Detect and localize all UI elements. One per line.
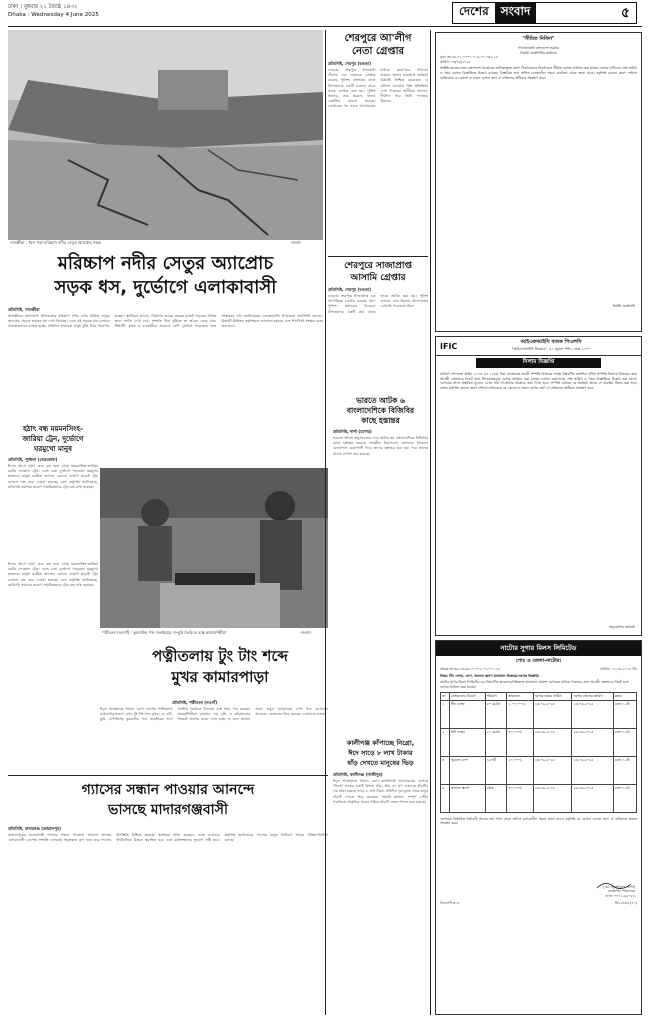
tender-signature: নির্বাহী প্রকৌশলী: [612, 304, 635, 309]
table-cell: পুরাতন লেপ: [449, 756, 485, 784]
signature-mark: [442, 875, 635, 885]
table-cell: ২৩-০৬-২০২৫: [572, 784, 613, 812]
tender-line-4: তারিখ: ০৩/০৬/২০২৫: [440, 59, 471, 64]
ific-body: অর্থঋণ আদালত আইন ২০০৩ এর ১২(৩) ধারা মোতাবেক বন্ধকী সম্পত্তি বিক্রয়ের লক্ষ্যে নিম্নবর্ণিত তফসিল বর্ণিত সম্পত্তি নিলামে বিক্রয়ের জন্য আগ্রহী ক্রেতাদের নিকট হতে সিলমোহরকৃত দরপত্র আহ্বান করা যাচ্ছে। দরপত্র জমাদানের শেষ তারিখ ও সময় বিজ্ঞপ্তিতে উল্লেখ করা হলো। দরপত্রের সাথে প্রস্তাবিত মূল্যের ২৫% অর্থ পে-অর্ডার আকারে জমা দিতে হবে। সম্পত্তি যেখানে যে অবস্থায় আছে সে অবস্থায় বিক্রয় করা হবে। ব্যাংক কর্তৃপক্ষ কোনো কারণ দর্শানো ব্যতিরেকে যে কোনো বা সকল দরপত্র গ্রহণ বা বাতিলের অধিকার সংরক্ষণ করে।: [440, 372, 637, 390]
table-cell: বেলা ১২টা: [613, 728, 636, 756]
kaliganj-headline-line2: ঈদে সাড়ে ৮ লাখ টাকার: [348, 749, 413, 757]
table-cell: বেলা ১২টা: [613, 700, 636, 728]
smith-photo-caption: পত্নীতলা (নওগাঁ) : কুরবানির পশু জবাইয়ের দা-ছুরি তৈরিতে ব্যস্ত কামারশিল্পীরা: [102, 630, 227, 635]
kaliganj-body: ঈদুল আজহাকে সামনে রেখে কালীগঞ্জে আলোচনায় এসেছে 'নিগ্রো' নামের একটি বিশাল ষাঁড়। প্রায় ৩০ মণ ওজনের ষাঁড়টির দাম হাঁকা হয়েছে সাড়ে ৮ লাখ টাকা। প্রতিদিন দূর-দূরান্ত থেকে মানুষ ষাঁড়টি দেখতে ভিড় করছেন। খামারি জানান, সম্পূর্ণ দেশীয় পদ্ধতিতে প্রাকৃতিক খাবার খাইয়ে ষাঁড়টি লালন-পালন করা হয়েছে।: [333, 779, 428, 804]
sugar-th-0: ক্র.: [441, 693, 450, 700]
table-cell: ৪: [441, 784, 450, 812]
sugar-footer: দরপত্রের বিস্তারিত শর্তাবলী মিলের ক্রয় শাখা থেকে অফিস চলাকালীন সময়ে জানা যাবে। কর্তৃপক্ষ যে কোনো দরপত্র গ্রহণ বা বাতিলের ক্ষমতা সংরক্ষণ করে।: [440, 816, 637, 826]
tender-line-3: সূত্র: নং-৪৬.০২.০০০০.০১৪.০৭.০৩২.২৫: [440, 55, 498, 60]
convict-headline-line1: শেরপুরে সাজাপ্রাপ্ত: [344, 261, 412, 271]
section-title-right: সংবাদ: [495, 3, 537, 23]
table-cell: ৫০,০০০/-: [507, 784, 534, 812]
table-cell: অন্যান্য স্ক্র্যাপ: [449, 784, 485, 812]
table-cell: বেলা ১২টা: [613, 756, 636, 784]
league-body: বগুড়ার শেরপুরে আওয়ামী লীগের এক নেতাকে গ্রেপ্তার করেছে পুলিশ। মঙ্গলবার রাতে উপজেলার একটি এলাকা থেকে তাকে গ্রেপ্তার করা হয়। পুলিশ জানায়, তার বিরুদ্ধে থানায় একাধিক মামলা রয়েছে। গ্রেপ্তারের পর তাকে আদালতের মাধ্যমে কারাগারে পাঠানো হয়েছে। থানার ভারপ্রাপ্ত কর্মকর্তা বিষয়টি নিশ্চিত করেছেন। এ ঘটনায় এলাকায় মিশ্র প্রতিক্রিয়া দেখা দিয়েছে। স্থানীয়রা জানান, দীর্ঘদিন ধরে তিনি পলাতক ছিলেন।: [328, 68, 428, 109]
train-headline-line3: ঘরমুখো মানুষ: [34, 445, 72, 453]
table-cell: ২৩-০৬-২০২৫: [533, 784, 572, 812]
sugar-th-6: মন্তব্য: [613, 693, 636, 700]
bridge-photo-image: [8, 30, 323, 240]
bridge-headline-line2: সড়ক ধস, দুর্ভোগে এলাকাবাসী: [54, 277, 277, 298]
bgb-body: ভারতে অবৈধ অনুপ্রবেশের দায়ে আটক ছয় বাংলাদেশিকে বিজিবির কাছে হস্তান্তর করেছে ভারতীয় বিএসএফ। মঙ্গলবার বিকেলে বেনাপোল চেকপোস্ট দিয়ে তাদের হস্তান্তর করা হয়। পরে তাদের থানায় সোপর্দ করা হয়েছে।: [333, 436, 428, 456]
smith-photo-credit: -সংবাদ: [300, 630, 312, 635]
bgb-headline-line2: বাংলাদেশিকে বিজিবির: [346, 406, 415, 415]
section-banner: [452, 2, 637, 24]
bridge-headline: [8, 252, 323, 300]
bridge-headline-line1: মরিচ্চাপ নদীর সেতুর অ্যাপ্রোচ: [57, 253, 274, 274]
sugar-ref: স্মারক নং-৩৬.০৩.৬৯০০.০০২.০৭.০০১.২৫: [440, 667, 501, 671]
table-cell: ২৩-০৬-২০২৫: [533, 728, 572, 756]
table-row: [441, 756, 637, 784]
sugar-table-header: [441, 693, 637, 700]
tender-line-1: গণপ্রজাতন্ত্রী বাংলাদেশ সরকার: [517, 46, 560, 50]
table-cell: ৫০,০০০/-: [507, 728, 534, 756]
col-divider-1: [325, 30, 326, 1015]
sugar-th-5: দরপত্র খোলার তারিখ: [572, 693, 613, 700]
sugar-th-1: মালামালের বিবরণ: [449, 693, 485, 700]
bgb-headline-line3: কাছে হস্তান্তর: [361, 416, 400, 425]
ific-header: [436, 337, 641, 356]
gas-byline: প্রতিনিধি, মাদারগঞ্জ (জামালপুর): [8, 826, 61, 831]
sugar-table-wrap: [436, 690, 641, 814]
date-english: Dhaka : Wednesday 4 June 2025: [8, 12, 99, 18]
sugar-location: পোঃ ও জেলা-নাটোর।: [515, 658, 562, 664]
table-cell: সিট লোহা: [449, 728, 485, 756]
table-cell: টিন লোহা: [449, 700, 485, 728]
sugar-table: [440, 692, 637, 812]
league-headline: [328, 32, 428, 58]
bridge-body: সাতক্ষীরার আশাশুনি উপজেলার মরিচ্চাপ নদীর ওপর নির্মিত সেতুর অ্যাপ্রোচ সড়কে ভয়াবহ ধস দেখা দিয়েছে। এতে ওই সড়কে যান চলাচল মারাত্মকভাবে ব্যাহত হচ্ছে। প্রতিদিন হাজারো মানুষ ঝুঁকি নিয়ে পারাপার হচ্ছেন। স্থানীয়রা জানান, নির্মাণের কয়েক বছরের মধ্যেই সড়কের বিভিন্ন স্থানে ফাটল দেখা দেয়। সম্প্রতি টানা বৃষ্টিতে তা আরও বেড়ে যায়। শিক্ষার্থী, কৃষক ও ব্যবসায়ীরা সবচেয়ে বেশি দুর্ভোগে পড়েছেন। দ্রুত সংস্কারের দাবি জানিয়েছেন এলাকাবাসী। উপজেলা প্রকৌশলী জানান, বিষয়টি ঊর্ধ্বতন কর্তৃপক্ষকে জানানো হয়েছে এবং শিগগিরই সংস্কার কাজ শুরু হবে।: [8, 314, 323, 329]
league-byline: প্রতিনিধি, শেরপুর (বগুড়া): [328, 61, 371, 66]
train-headline-line2: জারিয়া ট্রেন, দুর্ভোগে: [22, 435, 84, 443]
sugar-th-3: জামানত: [507, 693, 534, 700]
sugar-th-4: দরপত্র জমার তারিখ: [533, 693, 572, 700]
sugar-ad: [435, 640, 642, 1015]
table-row: [441, 784, 637, 812]
header-rule: [8, 26, 642, 27]
smith-byline: প্রতিনিধি, পত্নীতলা (নওগাঁ): [172, 700, 218, 705]
date-bangla: ঢাকা । বুধবার ২১ জ্যৈষ্ঠ ১৪৩২: [8, 4, 78, 10]
tender-body: সংশ্লিষ্ট কাজের জন্য বাংলাদেশ সরকারের তালিকাভুক্ত যোগ্য ঠিকাদারদের নিকট হতে সীমিত দরপত্র আহ্বান করা যাচ্ছে। দরপত্র দাখিলের শেষ তারিখ ও সময় দরপত্র বিজ্ঞপ্তিতে উল্লেখ রয়েছে। বিস্তারিত তথ্য অফিস চলাকালীন সময়ে কার্যালয় থেকে জানা যাবে। কর্তৃপক্ষ কোনো কারণ দর্শানো ব্যতিরেকে যে কোনো বা সকল দরপত্র গ্রহণ বা বাতিলের অধিকার সংরক্ষণ করে।: [440, 66, 638, 80]
gas-headline-line1: গ্যাসের সন্ধান পাওয়ার আনন্দে: [81, 782, 255, 798]
table-cell: ২০,০০০/-: [507, 756, 534, 784]
footer-code-mid: জি-২৩৪৩ (৫০): [614, 900, 637, 905]
smith-headline-line1: পত্নীতলায় টুং টাং শব্দে: [152, 647, 288, 665]
sugar-intro: নাটোর সুগার মিলস লিমিটেড-এর নিম্নবর্ণিত অকেজো/পরিত্যক্ত মালামাল প্রকাশ্য দরপত্রের মাধ্যমে বিক্রয়ের জন্য আগ্রহী ক্রেতাদের নিকট হতে দরপত্র আহ্বান করা যাচ্ছে।: [440, 680, 629, 689]
table-cell: ২৩-০৬-২০২৫: [533, 700, 572, 728]
footer-code-left: ডিএফপি-৩০৫: [440, 900, 460, 905]
kaliganj-headline: [333, 738, 428, 768]
masthead-date: [8, 3, 188, 25]
ific-notice-title: নিলাম বিজ্ঞপ্তি: [476, 358, 601, 368]
ific-signature: অনুমোদিত কর্মকর্তা: [609, 625, 635, 629]
convict-headline: [328, 260, 428, 284]
table-cell: বেলা ১২টা: [613, 784, 636, 812]
tender-ad: [435, 32, 642, 332]
train-byline: প্রতিনিধি, পূর্বধলা (নেত্রকোনা): [8, 457, 58, 462]
ific-address: "আইএফআইসি টাওয়ার", ৬১ পুরানা পল্টন, ঢাকা-১০০০: [511, 347, 591, 351]
ific-ad: [435, 336, 642, 636]
bridge-photo-credit: -সংবাদ: [290, 240, 302, 245]
tender-line-2: নির্বাহী প্রকৌশলীর কার্যালয়: [520, 50, 557, 55]
table-cell: ৩: [441, 756, 450, 784]
page-number: ৫: [620, 5, 630, 21]
table-cell: ২৩-০৬-২০২৫: [572, 728, 613, 756]
convict-body: বগুড়ার শেরপুরে সাজাপ্রাপ্ত এক আসামিকে গ্রেপ্তার করেছে থানা পুলিশ। মঙ্গলবার বিকেলে উপজেলার একটি গ্রাম থেকে তাকে আটক করা হয়। পুলিশ জানায়, তার বিরুদ্ধে আদালতের গ্রেপ্তারি পরোয়ানা ছিল।: [328, 294, 428, 314]
ific-logo: IFIC: [440, 341, 458, 351]
sugar-th-2: পরিমাণ: [485, 693, 506, 700]
table-cell: ২: [441, 728, 450, 756]
ific-bank-name: আইএফআইসি ব্যাংক পিএলসি: [520, 339, 582, 345]
tender-title: "সীমিত নিবিদা": [522, 36, 555, 42]
gas-rule: [8, 775, 328, 776]
sugar-signer-title: ব্যবস্থাপনা পরিচালক: [607, 889, 635, 894]
train-headline: [8, 424, 98, 454]
sugar-company: নাটোর সুগার মিলস লিমিটেড: [436, 641, 641, 656]
bgb-byline: প্রতিনিধি, শার্শা (যশোর): [333, 429, 372, 434]
table-cell: ২০ মে.টন: [485, 728, 506, 756]
table-cell: ১,০০,০০০/-: [507, 700, 534, 728]
section-title-left: দেশের: [459, 4, 489, 18]
gas-body: জামালপুরের মাদারগঞ্জে গ্যাসের সন্ধান পাওয়ায় আনন্দে ভাসছে এলাকাবাসী। বাপেক্স সম্প্রতি এলাকায় অনুসন্ধান কূপ খনন করে গ্যাসের উপস্থিতি নিশ্চিত করেছে। স্থানীয়রা আশা করছেন, এতে এলাকার অর্থনৈতিক উন্নয়ন ত্বরান্বিত হবে এবং কর্মসংস্থানের সুযোগ সৃষ্টি হবে। কর্তৃপক্ষ জানিয়েছে, গ্যাসের মজুত নির্ধারণে আরও পরীক্ষা-নিরীক্ষা চলছে।: [8, 833, 328, 843]
col-divider-2: [430, 30, 431, 1015]
smith-headline-line2: মুখর কামারপাড়া: [171, 668, 269, 686]
smith-headline: [60, 646, 380, 688]
bgb-headline-line1: ভারতে আটক ৬: [356, 396, 405, 405]
smith-photo: [100, 468, 328, 628]
gas-headline-line2: ভাসছে মাদারগঞ্জবাসী: [108, 802, 228, 818]
kaliganj-headline-line3: ষাঁড় দেখতে মানুষের ভিড়: [347, 759, 414, 767]
kaliganj-headline-line1: কালীগঞ্জ কাঁপাচ্ছে নিগ্রো,: [346, 739, 415, 747]
table-cell: ৫০ মে.টন: [485, 700, 506, 728]
league-headline-line1: শেরপুরে আ'লীগ: [344, 33, 412, 44]
sugar-subtitle: বিষয়: টিন লোহা, লেপ, অন্যান্য স্ক্র্যাপ মালামাল বিক্রয়ের দরপত্র বিজ্ঞপ্তি।: [440, 673, 540, 678]
table-cell: ১: [441, 700, 450, 728]
smith-body: ঈদুল আজহাকে সামনে রেখে নওগাঁর পত্নীতলায় কামারপাড়াগুলো এখন টুং টাং শব্দে মুখর। দা, বটি, ছুরি, চাপাতিসহ কুরবানির পশু জবাইয়ের নানা সরঞ্জাম তৈরিতে দিনরাত ব্যস্ত সময় পার করছেন কামারশিল্পীরা। কয়লার দাম বৃদ্ধি ও কাঁচামালের সংকটে আগের মতো লাভ হচ্ছে না বলে জানান তারা। তবুও পূর্বপুরুষের পেশা ধরে রেখেছেন অনেকে। ক্রেতারাও ভিড় করছেন দোকানগুলোতে।: [100, 707, 328, 722]
sugar-signer-phone: ফোন: ০৭৭১-৬২০৮৫: [604, 893, 635, 898]
sugar-date: তারিখ: ০২-০৬-২০২৫ খ্রি:: [600, 667, 637, 671]
sugar-signature-block: [436, 875, 641, 899]
gas-headline: [8, 780, 328, 820]
bgb-headline: [333, 396, 428, 426]
train-body: ঈদের আগে হঠাৎ করে বন্ধ হয়ে গেছে ময়মনসিংহ-জারিয়া রুটের লোকাল ট্রেন। এতে চরম দুর্ভোগে পড়েছেন ঘরমুখো হাজারো মানুষ। যাত্রীরা জানান, কোনো ঘোষণা ছাড়াই ট্রেন চলাচল বন্ধ করে দেওয়া হয়েছে। রেল কর্তৃপক্ষ জানিয়েছে, কারিগরি সমস্যার কারণে সাময়িকভাবে ট্রেন বন্ধ রাখা হয়েছে।: [8, 464, 98, 489]
train-headline-line1: হঠাৎ বন্ধ ময়মনসিংহ-: [23, 425, 83, 433]
bridge-byline: প্রতিনিধি, সাতক্ষীরা: [8, 307, 40, 312]
table-cell: থোক: [485, 784, 506, 812]
table-row: [441, 728, 637, 756]
table-cell: ২৩-০৬-২০২৫: [572, 700, 613, 728]
table-row: [441, 700, 637, 728]
kaliganj-byline: প্রতিনিধি, কালীগঞ্জ (গাজীপুর): [333, 772, 383, 777]
smith-photo-image: [100, 468, 328, 628]
bridge-photo-caption: সাতক্ষীরা : ধসে পড়া মরিচ্চাপ নদীর সেতুর অ্যাপ্রোচ সড়ক: [10, 240, 102, 245]
bridge-photo: [8, 30, 323, 240]
convict-byline: প্রতিনিধি, শেরপুর (বগুড়া): [328, 287, 371, 292]
sugar-signer-name: (মো: জুলফিকার আলী): [603, 884, 635, 889]
convict-headline-line2: আসামি গ্রেপ্তার: [350, 273, 406, 283]
convict-rule: [328, 256, 428, 257]
league-headline-line2: নেতা গ্রেপ্তার: [351, 46, 405, 57]
table-cell: ২৩-০৬-২০২৫: [572, 756, 613, 784]
table-cell: ১৫০টি: [485, 756, 506, 784]
train-body-cont: ঈদের আগে হঠাৎ করে বন্ধ হয়ে গেছে ময়মনসিংহ-জারিয়া রুটের লোকাল ট্রেন। এতে চরম দুর্ভোগে পড়েছেন ঘরমুখো হাজারো মানুষ। যাত্রীরা জানান, কোনো ঘোষণা ছাড়াই ট্রেন চলাচল বন্ধ করে দেওয়া হয়েছে। রেল কর্তৃপক্ষ জানিয়েছে, কারিগরি সমস্যার কারণে সাময়িকভাবে ট্রেন বন্ধ রাখা হয়েছে।: [8, 562, 98, 587]
table-cell: ২৩-০৬-২০২৫: [533, 756, 572, 784]
